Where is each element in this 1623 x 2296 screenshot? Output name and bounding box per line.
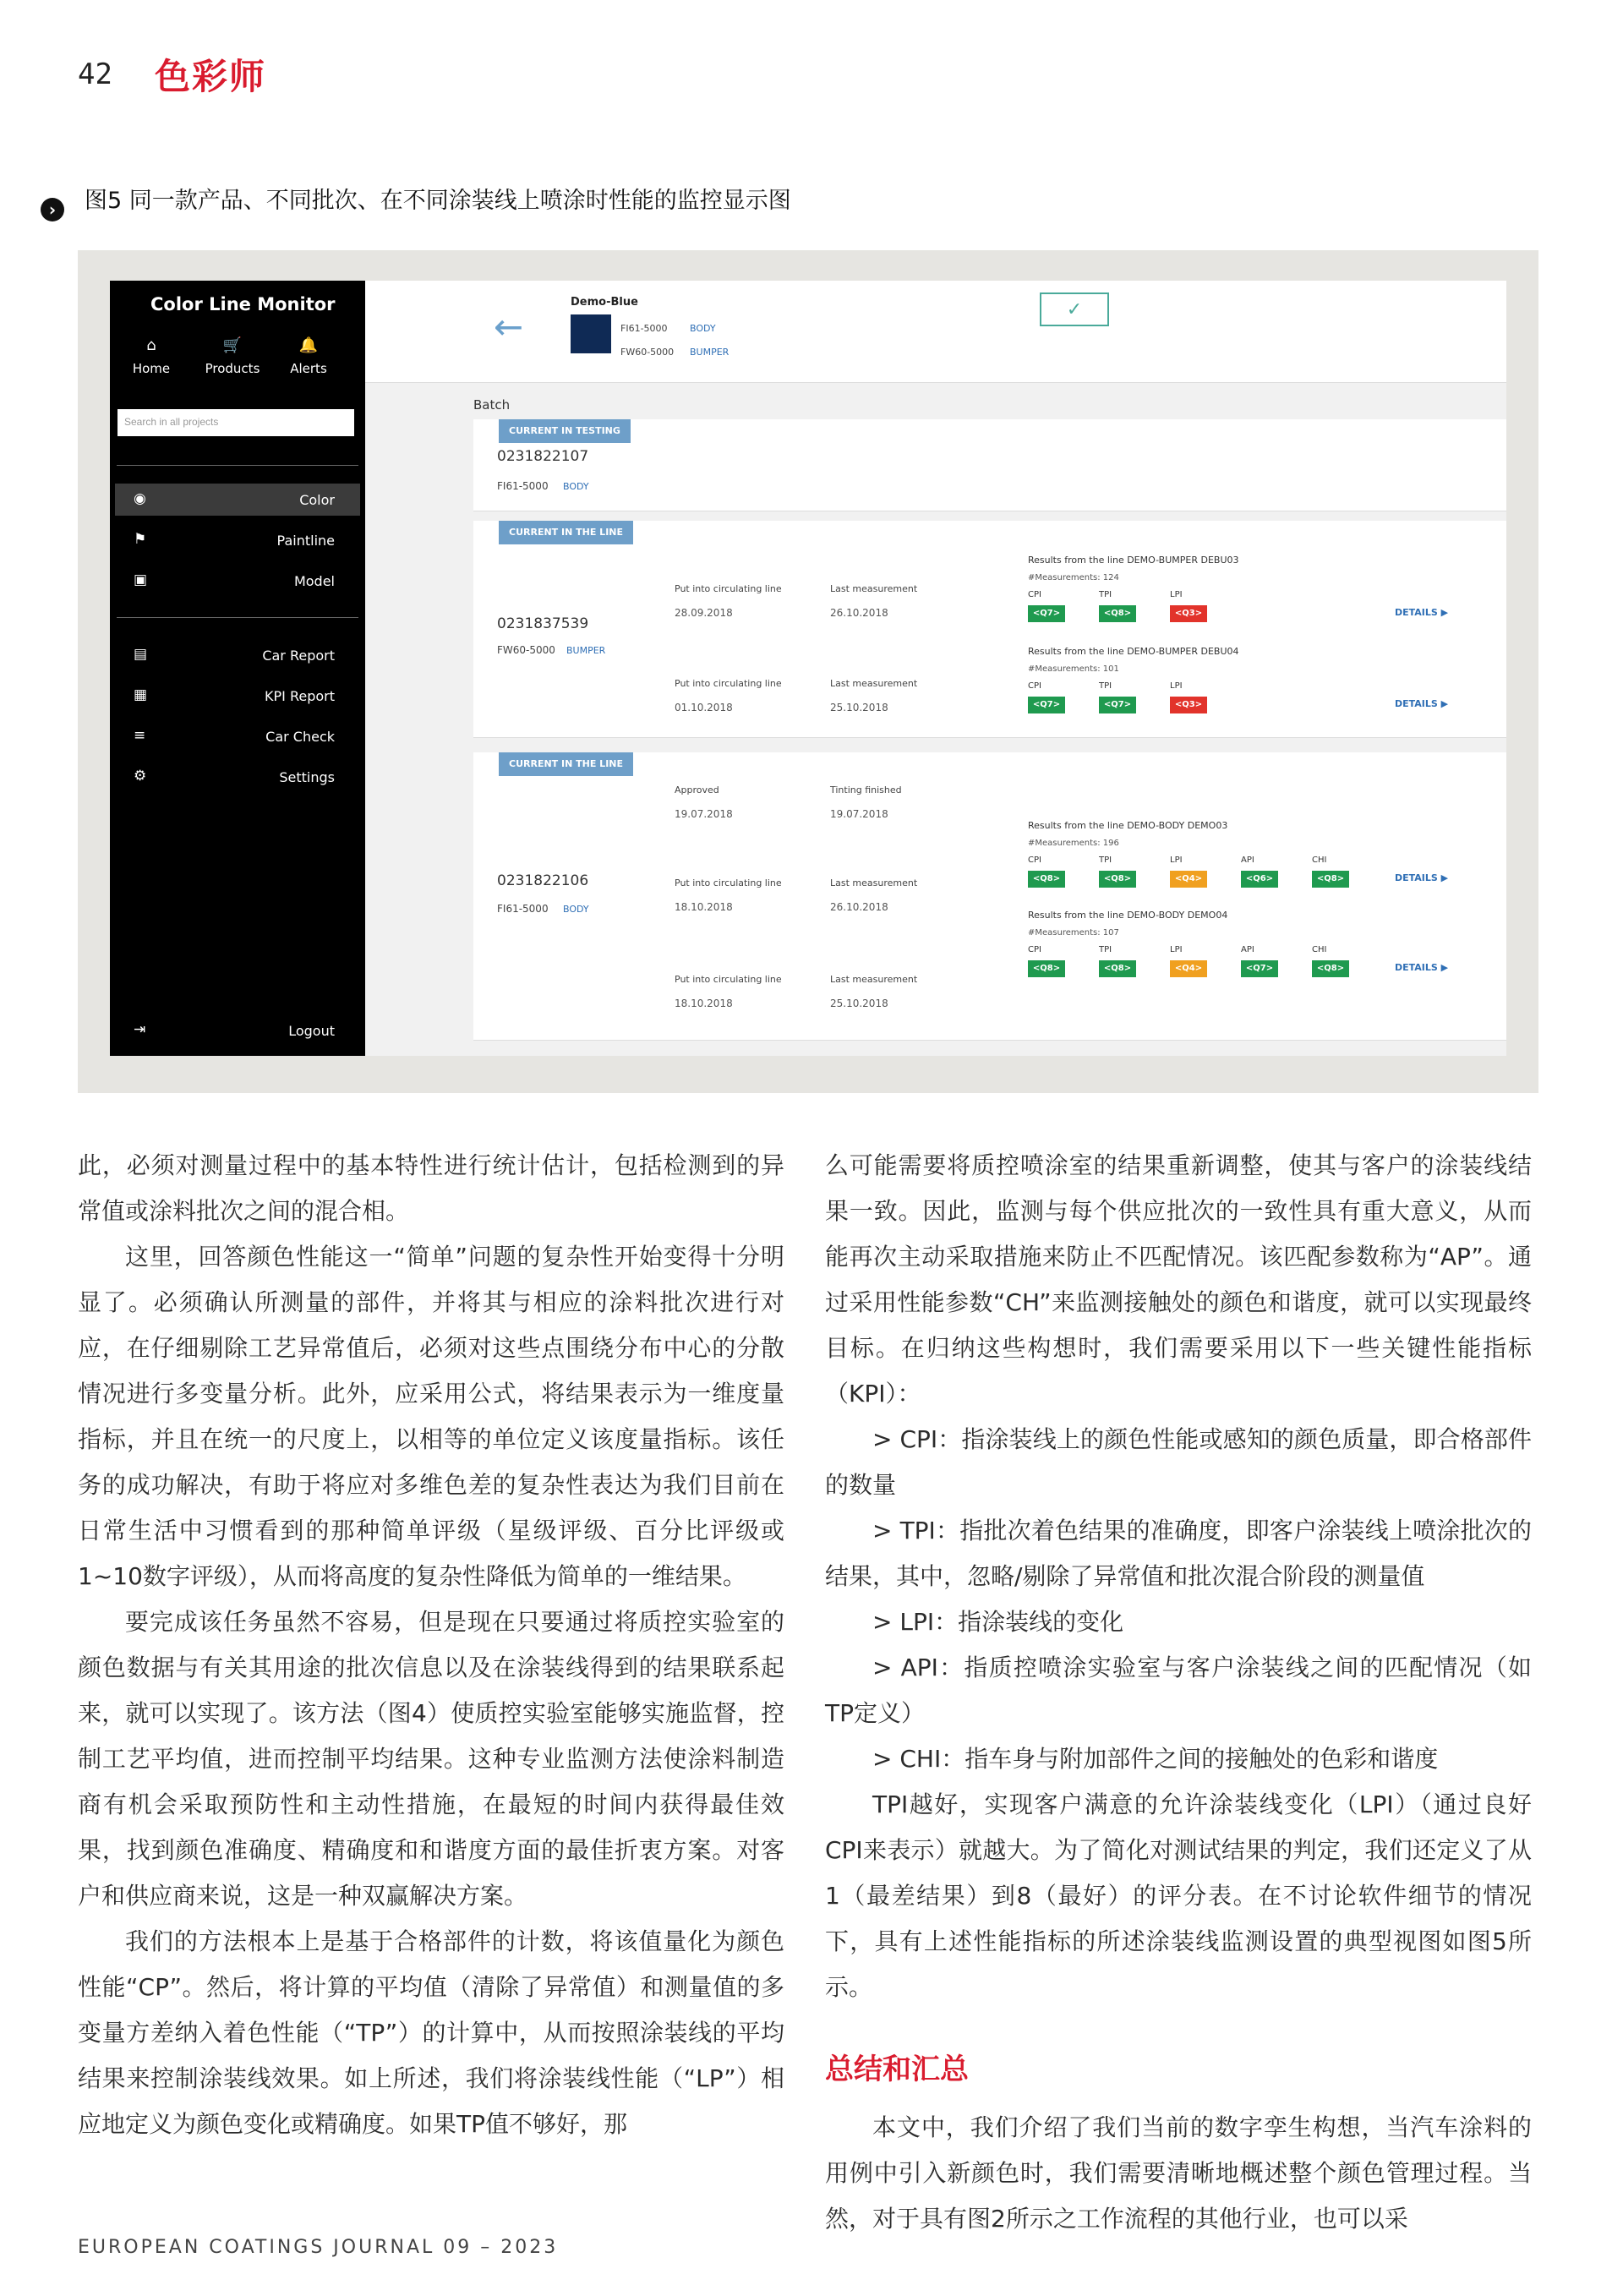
status-badge: CURRENT IN THE LINE: [499, 752, 633, 776]
kpi-badge: <Q8>: [1099, 960, 1136, 977]
kpi-badge: <Q8>: [1312, 960, 1349, 977]
status-badge: CURRENT IN THE LINE: [499, 521, 633, 544]
arrow-right-icon: ›: [41, 198, 64, 221]
list-item: > CPI：指涂装线上的颜色性能或感知的颜色质量，即合格部件的数量: [825, 1425, 1532, 1499]
batch-label: Batch: [473, 397, 511, 413]
palette-icon: ◉: [134, 490, 146, 507]
left-column: [78, 1143, 784, 2147]
product-part: BUMPER: [690, 347, 730, 358]
kpi-label: CPI: [1028, 945, 1041, 954]
results-title: Results from the line DEMO-BODY DEMO04: [1028, 910, 1228, 921]
field-value: 01.10.2018: [675, 702, 733, 713]
divider: [117, 617, 358, 618]
sidebar-item-label: KPI Report: [265, 688, 335, 704]
field-value: 18.10.2018: [675, 998, 733, 1009]
measurements-count: #Measurements: 196: [1028, 839, 1119, 848]
sidebar-item-label: Paintline: [276, 533, 335, 549]
kpi-badge: <Q3>: [1170, 605, 1207, 622]
list-item: > LPI：指涂装线的变化: [872, 1608, 1124, 1636]
kpi-label: LPI: [1170, 856, 1183, 865]
figure-screenshot: [78, 250, 1538, 1093]
kpi-badge: <Q8>: [1028, 960, 1065, 977]
kpi-badge: <Q6>: [1241, 871, 1278, 888]
field-value: 26.10.2018: [830, 901, 888, 913]
app-window: [110, 281, 1506, 1056]
sidebar-item-model[interactable]: [115, 565, 360, 597]
cart-icon: 🛒: [222, 336, 243, 354]
kpi-label: TPI: [1099, 856, 1112, 865]
batch-code: FI61-5000: [497, 480, 549, 492]
kpi-label: CPI: [1028, 681, 1041, 691]
nav-products[interactable]: [203, 336, 262, 376]
figure-caption: 图5 同一款产品、不同批次、在不同涂装线上喷涂时性能的监控显示图: [85, 188, 791, 214]
field-label: Put into circulating line: [675, 974, 782, 985]
list-item: > TPI：指批次着色结果的准确度，即客户涂装线上喷涂批次的结果，其中，忽略/剔除了异常值和批次混合阶段的测量值: [825, 1517, 1532, 1590]
nav-home[interactable]: [122, 336, 181, 376]
field-value: 25.10.2018: [830, 702, 888, 713]
batch-part: BUMPER: [566, 645, 606, 656]
magazine-section-title: 色彩师: [155, 56, 267, 97]
field-label: Last measurement: [830, 877, 918, 888]
sidebar-item-label: Car Check: [265, 729, 335, 745]
kpi-label: CPI: [1028, 590, 1041, 599]
sidebar: [110, 281, 365, 1056]
sidebar-item-kpi-report[interactable]: [115, 680, 360, 712]
details-link[interactable]: DETAILS ▶: [1395, 607, 1449, 618]
kpi-label: API: [1241, 856, 1254, 865]
details-link[interactable]: DETAILS ▶: [1395, 872, 1449, 883]
nav-home-label: Home: [132, 361, 171, 376]
kpi-badge: <Q7>: [1241, 960, 1278, 977]
sidebar-item-car-report[interactable]: [115, 639, 360, 671]
paragraph: 要完成该任务虽然不容易，但是现在只要通过将质控实验室的颜色数据与有关其用途的批次信息以及在涂装线得到的结果联系起来，就可以实现了。该方法（图4）使质控实验室能够实施监督，控制工艺平均值，进而控制平均结果。这种专业监测方法使涂料制造商有机会采取预防性和主动性措施，在最短的时间内获得最佳效果，找到颜色准确度、精确度和和谐度方面的最佳折衷方案。对客户和供应商来说，这是一种双赢解决方案。: [78, 1608, 784, 1910]
product-name: Demo-Blue: [571, 296, 638, 309]
field-value: 28.09.2018: [675, 607, 733, 619]
paragraph: 本文中，我们介绍了我们当前的数字孪生构想，当汽车涂料的用例中引入新颜色时，我们需要清晰地概述整个颜色管理过程。当然，对于具有图2所示之工作流程的其他行业，也可以采: [825, 2113, 1532, 2233]
kpi-label: TPI: [1099, 590, 1112, 599]
color-swatch: [571, 314, 611, 353]
kpi-badge: <Q7>: [1028, 605, 1065, 622]
kpi-badge: <Q3>: [1170, 697, 1207, 713]
spray-icon: ⚑: [134, 531, 147, 548]
kpi-label: API: [1241, 945, 1254, 954]
field-label: Put into circulating line: [675, 583, 782, 594]
batch-card[interactable]: [473, 419, 1506, 511]
kpi-label: CHI: [1312, 945, 1327, 954]
search-input[interactable]: Search in all projects: [117, 409, 354, 436]
field-label: Tinting finished: [830, 784, 902, 795]
sidebar-item-color[interactable]: [115, 484, 360, 516]
section-heading: 总结和汇总: [825, 2053, 969, 2086]
nav-alerts-label: Alerts: [290, 361, 327, 376]
paragraph: 这里，回答颜色性能这一“简单”问题的复杂性开始变得十分明显了。必须确认所测量的部件，并将其与相应的涂料批次进行对应，在仔细剔除工艺异常值后，必须对这些点围绕分布中心的分散情况进行多变量分析。此外，应采用公式，将结果表示为一维度量指标，并且在统一的尺度上，以相等的单位定义该度量指标。该任务的成功解决，有助于将应对多维色差的复杂性表达为我们目前在日常生活中习惯看到的那种简单评级（星级评级、百分比评级或1~10数字评级），从而将高度的复杂性降低为简单的一维结果。: [78, 1243, 784, 1590]
logout-icon: ⇥: [134, 1021, 146, 1038]
paragraph: 么可能需要将质控喷涂室的结果重新调整，使其与客户的涂装线结果一致。因此，监测与每个供应批次的一致性具有重大意义，从而能再次主动采取措施来防止不匹配情况。该匹配参数称为“AP”。通过采用性能参数“CH”来监测接触处的颜色和谐度，就可以实现最终目标。在归纳这些构想时，我们需要采用以下一些关键性能指标（KPI）：: [825, 1151, 1532, 1408]
details-link[interactable]: DETAILS ▶: [1395, 698, 1449, 709]
batch-part: BODY: [563, 904, 589, 915]
right-column: [825, 1143, 1532, 2242]
status-badge: CURRENT IN TESTING: [499, 419, 631, 443]
product-header: [365, 281, 1506, 383]
kpi-label: LPI: [1170, 590, 1183, 599]
sidebar-item-label: Settings: [279, 769, 335, 785]
kpi-label: TPI: [1099, 945, 1112, 954]
measurements-count: #Measurements: 124: [1028, 573, 1119, 582]
batch-code: FW60-5000: [497, 644, 555, 656]
kpi-badge: <Q7>: [1099, 697, 1136, 713]
list-item: > API：指质控喷涂实验室与客户涂装线之间的匹配情况（如TP定义）: [825, 1654, 1532, 1727]
kpi-badge: <Q4>: [1170, 871, 1207, 888]
field-value: 19.07.2018: [830, 808, 888, 820]
page-number: 42: [78, 57, 112, 91]
batch-card[interactable]: [473, 521, 1506, 738]
batch-number: 0231822107: [497, 448, 589, 465]
product-part: BODY: [690, 323, 716, 334]
results-title: Results from the line DEMO-BUMPER DEBU04: [1028, 646, 1239, 657]
field-label: Last measurement: [830, 974, 918, 985]
back-arrow-icon[interactable]: ←: [494, 306, 524, 347]
results-title: Results from the line DEMO-BUMPER DEBU03: [1028, 555, 1239, 566]
kpi-label: CPI: [1028, 856, 1041, 865]
checklist-icon: ≡: [134, 727, 146, 744]
check-icon[interactable]: ✓: [1040, 292, 1109, 326]
logout-button[interactable]: [115, 1014, 360, 1047]
kpi-badge: <Q4>: [1170, 960, 1207, 977]
gear-icon: ⚙: [134, 768, 147, 784]
measurements-count: #Measurements: 101: [1028, 664, 1119, 674]
kpi-badge: <Q8>: [1099, 871, 1136, 888]
kpi-badge: <Q8>: [1312, 871, 1349, 888]
details-link[interactable]: DETAILS ▶: [1395, 962, 1449, 973]
kpi-icon: ▦: [134, 686, 148, 703]
product-code: FW60-5000: [620, 347, 675, 358]
field-label: Put into circulating line: [675, 877, 782, 888]
results-title: Results from the line DEMO-BODY DEMO03: [1028, 820, 1228, 831]
sidebar-item-paintline[interactable]: [115, 524, 360, 556]
product-code: FI61-5000: [620, 323, 668, 334]
footer: EUROPEAN COATINGS JOURNAL 09 – 2023: [78, 2237, 559, 2258]
measurements-count: #Measurements: 107: [1028, 928, 1119, 938]
batch-number: 0231837539: [497, 615, 589, 632]
kpi-label: LPI: [1170, 681, 1183, 691]
field-label: Last measurement: [830, 678, 918, 689]
kpi-label: LPI: [1170, 945, 1183, 954]
kpi-badge: <Q7>: [1028, 697, 1065, 713]
report-icon: ▤: [134, 646, 148, 663]
sidebar-item-label: Model: [293, 573, 335, 589]
batch-code: FI61-5000: [497, 903, 549, 915]
batch-number: 0231822106: [497, 872, 589, 889]
sidebar-item-settings[interactable]: [115, 761, 360, 793]
divider: [117, 465, 358, 466]
field-value: 18.10.2018: [675, 901, 733, 913]
sidebar-item-label: Car Report: [262, 648, 335, 664]
home-icon: ⌂: [146, 336, 156, 354]
batch-part: BODY: [563, 481, 589, 492]
field-value: 26.10.2018: [830, 607, 888, 619]
paragraph: TPI越好，实现客户满意的允许涂装线变化（LPI）（通过良好CPI来表示）就越大。为了简化对测试结果的判定，我们还定义了从1（最差结果）到8（最好）的评分表。在不讨论软件细节的情况下，具有上述性能指标的所述涂装线监测设置的典型视图如图5所示。: [825, 1790, 1532, 2001]
sidebar-item-label: Color: [299, 492, 335, 508]
batch-card[interactable]: [473, 752, 1506, 1041]
paragraph: 我们的方法根本上是基于合格部件的计数，将该值量化为颜色性能“CP”。然后，将计算的平均值（清除了异常值）和测量值的多变量方差纳入着色性能（“TP”）的计算中，从而按照涂装线的平均结果来控制涂装线效果。如上所述，我们将涂装线性能（“LP”）相应地定义为颜色变化或精确度。如果TP值不够好，那: [78, 1927, 784, 2138]
field-value: 19.07.2018: [675, 808, 733, 820]
sidebar-item-car-check[interactable]: [115, 720, 360, 752]
kpi-label: TPI: [1099, 681, 1112, 691]
kpi-badge: <Q8>: [1028, 871, 1065, 888]
field-value: 25.10.2018: [830, 998, 888, 1009]
car-icon: ▣: [134, 571, 148, 588]
nav-products-label: Products: [205, 361, 260, 376]
app-title: Color Line Monitor: [150, 294, 336, 314]
nav-alerts[interactable]: [279, 336, 338, 376]
logout-label: Logout: [288, 1023, 335, 1039]
kpi-badge: <Q8>: [1099, 605, 1136, 622]
bell-icon: 🔔: [298, 336, 319, 354]
list-item: > CHI：指车身与附加部件之间的接触处的色彩和谐度: [872, 1745, 1439, 1773]
kpi-label: CHI: [1312, 856, 1327, 865]
field-label: Last measurement: [830, 583, 918, 594]
paragraph: 此，必须对测量过程中的基本特性进行统计估计，包括检测到的异常值或涂料批次之间的混合相。: [78, 1151, 784, 1225]
field-label: Approved: [675, 784, 719, 795]
field-label: Put into circulating line: [675, 678, 782, 689]
